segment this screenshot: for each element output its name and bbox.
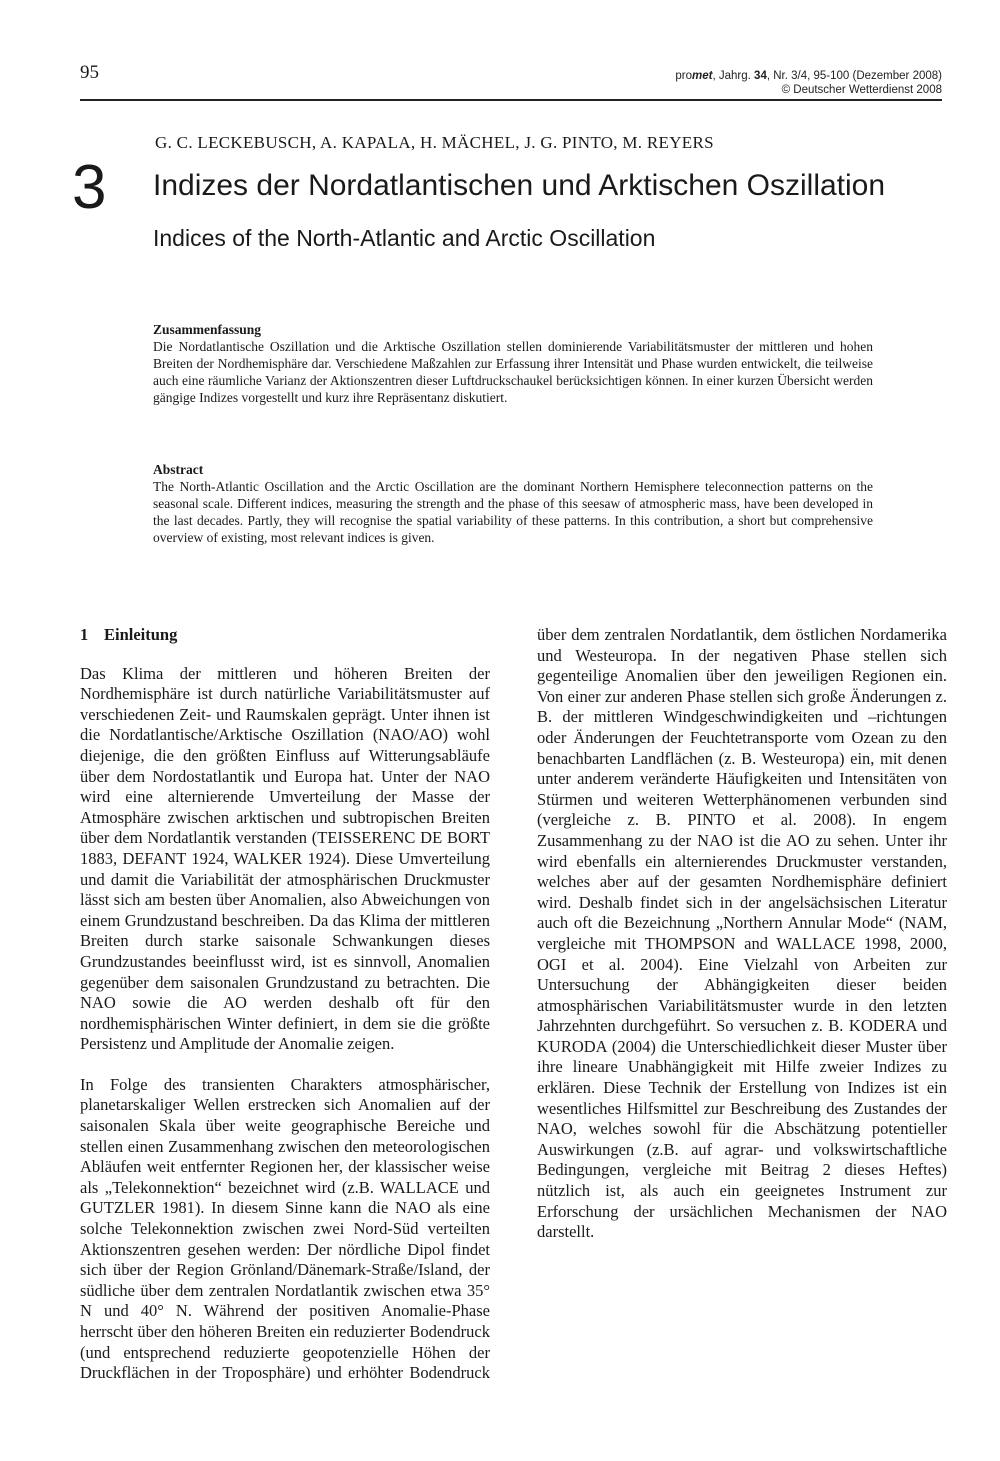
zusammenfassung-text: Die Nordatlantische Oszillation und die Arktische Oszillation stellen dominierende Variabilitätsmuster der mittleren und hohen Breiten der Nordhemisphäre dar. Verschiedene Maßzahlen zur Erfassung ihrer Intensität und Phase wurden entwickelt, die teilweise auch eine räumliche Varianz der Aktionszentren dieser Luftdruckschaukel berücksichtigen können. In einer kurzen Übersicht werden gängige Indizes vorgestellt und kurz ihre Repräsentanz diskutiert. [153,339,873,405]
authors: G. C. LECKEBUSCH, A. KAPALA, H. MÄCHEL, J. G. PINTO, M. REYERS [155,133,714,152]
journal-citation [675,69,942,83]
abstract-heading: Abstract [153,462,204,477]
column-right [537,625,947,1243]
chapter-number: 3 [72,153,107,222]
paragraph-1: Das Klima der mittleren und höheren Breiten der Nordhemisphäre ist durch natürliche Variabilitätsmuster auf verschiedenen Zeit- und Raumskalen geprägt. Unter ihnen ist die Nordatlantische/Arktische Oszillation (NAO/AO) wohl diejenige, die den größten Einfluss auf Witterungsabläufe über dem Nordostatlantik und Europa hat. Unter der NAO wird eine alternierende Umverteilung der Masse der Atmosphäre zwischen arktischen und subtropischen Breiten über dem Nordatlantik verstanden (TEISSERENC DE BORT 1883, DEFANT 1924, WALKER 1924). Diese Umverteilung und damit die Variabilität der atmosphärischen Druckmuster lässt sich am besten über Anomalien, also Abweichungen von einem Grundzustand beschreiben. Da das Klima der mittleren Breiten durch starke saisonale Schwankungen dieses Grundzustandes beeinflusst wird, ist es sinnvoll, Anomalien gegenüber dem saisonalen Grundzustand zu betrachten. Die NAO sowie die AO werden deshalb oft für den nordhemisphärischen Winter definiert, in dem sie die größte Persistenz und Amplitude der Anomalie zeigen. [80,663,490,1054]
journal-name-prefix: pro [675,70,693,82]
paragraph-gap [80,1055,490,1075]
paragraph-2-part-2: über dem zentralen Nordatlantik, dem östlichen Nordamerika und Westeuropa. In der negativen Phase stellen sich gegenteilige Anomalien über den jeweiligen Regionen ein. Von einer zur anderen Phase stellen sich große Änderungen z. B. der mittleren Windgeschwindigkeiten und –richtungen oder Änderungen der Feuchtetransporte vom Ozean zu den benachbarten Landflächen (z. B. Westeuropa) ein, mit denen unter anderem veränderte Häufigkeiten und Intensitäten von Stürmen und weiteren Wetterphänomenen verbunden sind (vergleiche z. B. PINTO et al. 2008). In engem Zusammenhang zu der NAO ist die AO zu sehen. Unter ihr wird ebenfalls ein alternierendes Druckmuster verstanden, welches aber auf der gesamten Nordhemisphäre definiert wird. Deshalb findet sich in der angelsächsischen Literatur auch oft die Bezeichnung „Northern Annular Mode“ (NAM, vergleiche mit THOMPSON and WALLACE 1998, 2000, OGI et al. 2004). Eine Vielzahl von Arbeiten zur Untersuchung der Abhängigkeiten dieser beiden atmosphärischen Variabilitätsmuster wurde in den letzten Jahrzehnten durchgeführt. So versuchen z. B. KODERA und KURODA (2004) die Unterschiedlichkeit dieser Muster über ihre lineare Unabhängigkeit mit Hilfe zweier Indizes zu erklären. Diese Technik der Erstellung von Indizes ist ein wesentliches Hilfsmittel zur Beschreibung des Zustandes der NAO, welches sowohl für die Abschätzung potentieller Auswirkungen (z.B. auf agrar- und volkswirtschaftliche Bedingungen, vergleiche mit Beitrag 2 dieses Heftes) nützlich ist, als auch ein geeignetes Instrument zur Erforschung der ursächlichen Mechanismen der NAO darstellt. [537,625,947,1242]
journal-issue-text-a: , Jahrg. [712,70,755,82]
abstract-text: The North-Atlantic Oscillation and the Arctic Oscillation are the dominant Northern Hemisphere teleconnection patterns on the seasonal scale. Different indices, measuring the strength and the phase of this seesaw of atmospheric mass, have been developed in the last decades. Partly, they will recognise the spatial variability of these patterns. In this contribution, a short but comprehensive overview of existing, most relevant indices is given. [153,479,873,545]
header-rule [80,99,942,101]
journal-name-emphasis: met [692,70,713,82]
section-number: 1 [80,625,89,644]
zusammenfassung-block [153,321,873,406]
page-number: 95 [80,62,99,83]
copyright: © Deutscher Wetterdienst 2008 [781,84,942,96]
abstract-block [153,461,873,546]
section-heading [80,625,490,646]
section-title: Einleitung [104,625,178,644]
title-german: Indizes der Nordatlantischen und Arktischen Oszillation [153,169,886,202]
paragraph-2-part-1: In Folge des transienten Charakters atmosphärischer, planetarskaliger Wellen erstrecken sich Anomalien auf der saisonalen Skala über weite geographische Bereiche und stellen einen Zusammenhang zwischen den meteorologischen Abläufen weit entfernter Regionen her, der klassischer weise als „Telekonnektion“ bezeichnet wird (z.B. WALLACE und GUTZLER 1981). In diesem Sinne kann die NAO als eine solche Telekonnektion zwischen zwei Nord-Süd verteilten Aktionszentren gesehen werden: Der nördliche Dipol findet sich über der Region Grönland/Dänemark-Straße/Island, der südliche über dem zentralen Nordatlantik zwischen etwa 35° N und 40° N. Während der positiven Anomalie-Phase herrscht über den höheren Breiten ein reduzierter Bodendruck (und entsprechend reduzierte geopotenzielle Höhen der Druckflächen in der Troposphäre) und erhöhter Bodendruck [80,1074,490,1383]
zusammenfassung-heading: Zusammenfassung [153,322,262,337]
column-left [80,625,490,1384]
journal-info [675,69,942,97]
journal-issue-text-b: , Nr. 3/4, 95-100 (Dezember 2008) [766,70,942,82]
title-english: Indices of the North-Atlantic and Arctic Oscillation [153,225,656,251]
journal-volume: 34 [754,70,767,82]
